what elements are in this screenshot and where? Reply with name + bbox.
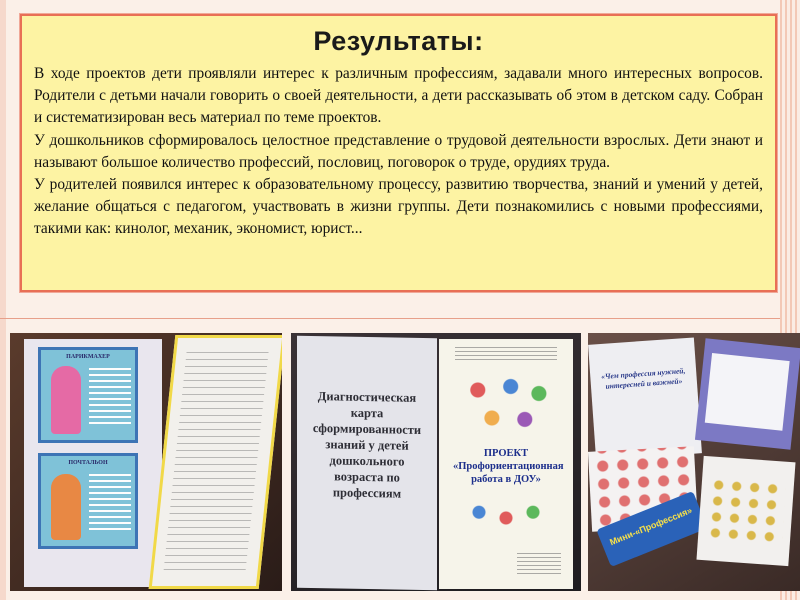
card-top-title: ПАРИКМАХЕР: [66, 354, 110, 360]
diagnostic-card-title: Диагностическая карта сформированности знаний у детей дошкольного возраста по профессиям: [312, 389, 422, 501]
banner-text: Мини-«Профессия»: [608, 505, 694, 548]
hairdresser-figure: [51, 366, 81, 434]
diagnostic-card-cover: [297, 336, 437, 590]
purple-folder: [695, 338, 800, 449]
folder-title: «Чем профессия нужней, интересней и важней»: [600, 366, 686, 391]
postman-figure: [51, 474, 81, 540]
profession-card-top: [38, 347, 138, 443]
project-cover: [439, 339, 573, 589]
white-card: [696, 456, 795, 566]
children-illustration: [459, 369, 553, 439]
paragraph-parents: У родителей появился интерес к образовательному процессу, развитию творчества, знаний и умений у детей, желание общаться с педагогом, участвовать в жизни группы. Дети познакомились с новыми профессиями, такими как: кинолог, механик, экономист, юрист...: [34, 176, 763, 238]
photo-documents: [291, 333, 581, 591]
project-cover-children-bottom: [461, 489, 551, 547]
card-top-text: [89, 368, 131, 424]
card-bottom-title: ПОЧТАЛЬОН: [68, 460, 108, 466]
photo-booklet: [10, 333, 282, 591]
white-card-images: [706, 476, 786, 543]
frame-divider-horizontal: [0, 318, 800, 319]
booklet-right-text: [163, 352, 268, 572]
project-cover-header: [455, 347, 557, 363]
project-cover-title: ПРОЕКТ «Профориентационная работа в ДОУ»: [453, 448, 564, 485]
paragraph-preschoolers: У дошкольников сформировалось целостное представление о трудовой деятельности взрослых. Дети знают и называют большое количество профессий, пословиц, поговорок о труде, орудиях труда.: [34, 131, 763, 171]
purple-folder-label: [705, 353, 790, 431]
slide-frame-left: [0, 0, 6, 600]
profession-card-bottom: [38, 453, 138, 549]
folder-cover: [588, 337, 702, 460]
slide-title: Результаты:: [313, 26, 484, 56]
project-cover-authors: [517, 553, 561, 575]
results-text-box: [20, 14, 777, 292]
photo-materials: [588, 333, 800, 591]
card-bottom-text: [89, 474, 131, 530]
paragraph-projects: В ходе проектов дети проявляли интерес к различным профессиям, задавали много интересных вопросов. Родители с детьми начали говорить о своей деятельности, а дети рассказывать об этом в детском саду. Собран и систематизирован весь материал по теме проектов.: [34, 65, 763, 127]
